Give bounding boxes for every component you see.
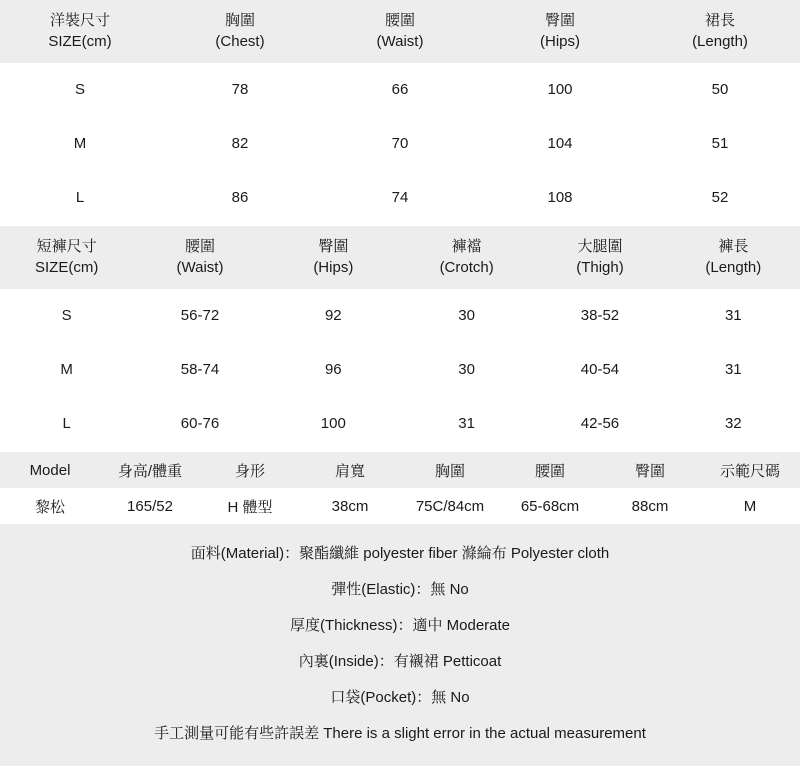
cell-size: S [0,63,160,117]
model-cell-body-shape: H 體型 [200,488,300,524]
cell-size: M [0,117,160,171]
model-cell-waist: 65-68cm [500,488,600,524]
shorts-header-thigh-cn: 大腿圍 [577,238,623,256]
model-header-shoulder: 肩寬 [300,452,400,488]
dress-header-waist [320,0,480,63]
model-table [0,452,800,524]
shorts-header-thigh [533,226,666,289]
cell-hips: 92 [267,289,400,343]
shorts-header-crotch-en: (Crotch) [439,258,494,276]
cell-length: 31 [667,343,800,397]
table-row [0,171,800,225]
dress-header-chest-en: (Chest) [215,32,265,50]
cell-length: 52 [640,171,800,225]
note-elastic: 彈性(Elastic)：無 No [331,581,469,598]
shorts-header-waist [133,226,266,289]
material-notes [0,524,800,766]
cell-chest: 78 [160,63,320,117]
dress-header-length-en: (Length) [692,32,748,50]
model-header-waist: 腰圍 [500,452,600,488]
dress-header-hips [480,0,640,63]
model-header-demo-size: 示範尺碼 [700,452,800,488]
cell-waist: 56-72 [133,289,266,343]
cell-hips: 104 [480,117,640,171]
shorts-header-thigh-en: (Thigh) [576,258,624,276]
note-pocket: 口袋(Pocket)：無 No [330,689,470,706]
cell-size: L [0,397,133,451]
note-inside: 內裏(Inside)：有襯裙 Petticoat [298,653,502,670]
dress-table-header-row [0,0,800,63]
dress-header-chest [160,0,320,63]
cell-length: 51 [640,117,800,171]
cell-waist: 60-76 [133,397,266,451]
shorts-header-waist-cn: 腰圍 [184,238,215,256]
shorts-size-table [0,226,800,451]
shorts-header-hips-en: (Hips) [313,258,354,276]
dress-header-hips-cn: 臀圍 [544,12,575,30]
shorts-header-length [667,226,800,289]
cell-waist: 58-74 [133,343,266,397]
model-header-height-weight: 身高/體重 [100,452,200,488]
cell-thigh: 38-52 [533,289,666,343]
model-table-header-row [0,452,800,488]
shorts-header-size [0,226,133,289]
cell-thigh: 42-56 [533,397,666,451]
shorts-header-size-en: SIZE(cm) [35,258,99,276]
cell-size: L [0,171,160,225]
shorts-header-length-cn: 褲長 [718,238,749,256]
model-header-body-shape: 身形 [200,452,300,488]
dress-header-waist-cn: 腰圍 [384,12,415,30]
cell-waist: 66 [320,63,480,117]
cell-hips: 108 [480,171,640,225]
dress-header-length-cn: 裙長 [704,12,735,30]
model-header-model: Model [0,452,100,488]
table-row [0,397,800,451]
cell-size: S [0,289,133,343]
dress-header-chest-cn: 胸圍 [224,12,255,30]
cell-thigh: 40-54 [533,343,666,397]
cell-length: 32 [667,397,800,451]
note-material: 面料(Material)：聚酯纖維 polyester fiber 滌綸布 Polyester cloth [190,545,610,562]
dress-header-size-en: SIZE(cm) [48,32,112,50]
cell-hips: 100 [480,63,640,117]
cell-length: 50 [640,63,800,117]
dress-header-size-cn: 洋裝尺寸 [49,12,110,30]
dress-header-waist-en: (Waist) [376,32,424,50]
cell-crotch: 31 [400,397,533,451]
cell-chest: 82 [160,117,320,171]
model-cell-name: 黎松 [0,488,100,524]
note-measurement-error: 手工測量可能有些許誤差 There is a slight error in the actual measurement [154,725,646,742]
dress-size-table [0,0,800,225]
cell-hips: 100 [267,397,400,451]
shorts-header-length-en: (Length) [705,258,762,276]
model-cell-hips: 88cm [600,488,700,524]
cell-crotch: 30 [400,289,533,343]
cell-size: M [0,343,133,397]
model-header-hips: 臀圍 [600,452,700,488]
table-row [0,63,800,117]
shorts-header-size-cn: 短褲尺寸 [36,238,97,256]
model-header-chest: 胸圍 [400,452,500,488]
dress-header-hips-en: (Hips) [540,32,580,50]
cell-waist: 70 [320,117,480,171]
note-thickness: 厚度(Thickness)：適中 Moderate [289,617,511,634]
cell-chest: 86 [160,171,320,225]
shorts-header-crotch-cn: 褲襠 [451,238,482,256]
dress-header-length [640,0,800,63]
shorts-header-waist-en: (Waist) [176,258,224,276]
model-cell-demo-size: M [700,488,800,524]
model-cell-chest: 75C/84cm [400,488,500,524]
model-table-row [0,488,800,524]
model-cell-height-weight: 165/52 [100,488,200,524]
cell-waist: 74 [320,171,480,225]
cell-length: 31 [667,289,800,343]
dress-header-size [0,0,160,63]
shorts-header-hips [267,226,400,289]
table-row [0,117,800,171]
cell-crotch: 30 [400,343,533,397]
shorts-header-crotch [400,226,533,289]
table-row [0,289,800,343]
model-cell-shoulder: 38cm [300,488,400,524]
table-row [0,343,800,397]
cell-hips: 96 [267,343,400,397]
shorts-header-hips-cn: 臀圍 [318,238,349,256]
shorts-table-header-row [0,226,800,289]
